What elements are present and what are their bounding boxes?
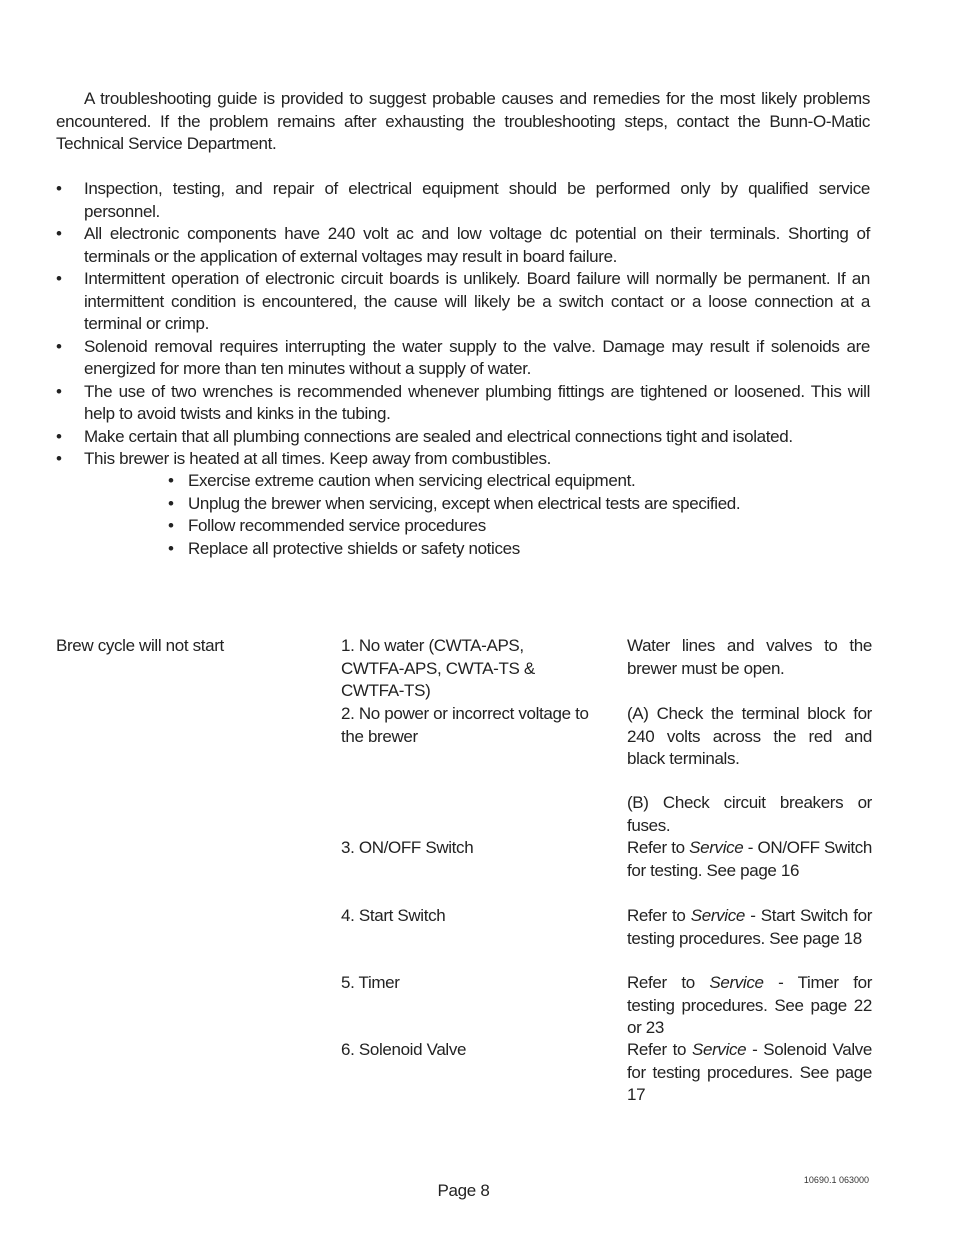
cause-cell: 4. Start Switch xyxy=(341,906,446,925)
remedy-cell xyxy=(627,905,872,950)
cause-cell: 2. No power or incorrect voltage to the brewer xyxy=(341,704,589,746)
bullet-icon: • xyxy=(168,516,174,535)
cause-cell: 1. No water (CWTA-APS, CWTFA-APS, CWTA-TS & CWTFA-TS) xyxy=(341,636,535,700)
bullet-icon: • xyxy=(56,269,62,288)
refer-text: Refer to xyxy=(627,838,685,857)
service-notes-list xyxy=(56,178,870,471)
bullet-icon: • xyxy=(56,336,62,356)
list-item xyxy=(56,223,870,268)
bullet-icon: • xyxy=(56,179,62,198)
remedy-cell: (A) Check the terminal block for 240 volts across the red and black terminals. xyxy=(627,704,872,768)
intro-paragraph: A troubleshooting guide is provided to suggest probable causes and remedies for the most likely problems encountered. If the problem remains after exhausting the troubleshooting steps, contact the Bunn-O-Matic Technical Service Department. xyxy=(56,89,870,153)
list-item xyxy=(168,493,808,516)
service-ref: Service xyxy=(690,906,745,925)
cause-cell: 3. ON/OFF Switch xyxy=(341,838,474,857)
service-ref: Service xyxy=(689,838,744,857)
remedy-text: - Timer for testing procedures. See page 22 or 23 xyxy=(627,973,873,1037)
list-item-text: This brewer is heated at all times. Keep away from combustibles. xyxy=(84,449,552,468)
page-number: Page 8 xyxy=(437,1181,490,1200)
list-item xyxy=(168,515,808,538)
remedy-cell xyxy=(627,972,872,1040)
list-item-text: Unplug the brewer when servicing, except when electrical tests are specified. xyxy=(188,493,741,513)
list-item-text: Inspection, testing, and repair of electrical equipment should be performed only by qualified service personnel. xyxy=(84,179,870,221)
list-item-text: All electronic components have 240 volt ac and low voltage dc potential on their terminals. Shorting of terminals or the application of external voltages may result in board failure. xyxy=(84,224,870,266)
remedy-cell: Water lines and valves to the brewer must be open. xyxy=(627,636,872,678)
bullet-icon: • xyxy=(56,426,62,446)
remedy-cell: (B) Check circuit breakers or fuses. xyxy=(627,793,872,835)
bullet-icon: • xyxy=(56,449,62,468)
refer-text: Refer to xyxy=(627,906,686,925)
bullet-icon: • xyxy=(56,224,62,243)
bullet-icon: • xyxy=(168,493,174,513)
list-item xyxy=(56,381,870,426)
cause-cell: 5. Timer xyxy=(341,973,400,992)
list-item-text: Follow recommended service procedures xyxy=(188,516,486,535)
bullet-icon: • xyxy=(56,381,62,401)
remedy-text: - Start Switch for testing procedures. See page 18 xyxy=(627,906,873,948)
service-ref: Service xyxy=(692,1040,747,1059)
list-item xyxy=(56,426,870,449)
refer-text: Refer to xyxy=(627,1040,687,1059)
list-item xyxy=(168,470,808,493)
list-item-text: Replace all protective shields or safety notices xyxy=(188,538,520,558)
list-item-text: Exercise extreme caution when servicing electrical equipment. xyxy=(188,471,636,490)
list-item-text: Make certain that all plumbing connections are sealed and electrical connections tight and isolated. xyxy=(84,426,793,446)
list-item-text: Intermittent operation of electronic circuit boards is unlikely. Board failure will normally be permanent. If an intermittent condition is encountered, the cause will likely be a switch contact or a loose connection at a terminal or crimp. xyxy=(84,269,870,333)
list-item-text: Solenoid removal requires interrupting the water supply to the valve. Damage may result if solenoids are energized for more than ten minutes without a supply of water. xyxy=(84,336,870,378)
list-item xyxy=(56,178,870,223)
document-code: 10690.1 063000 xyxy=(803,1175,869,1185)
remedy-text: - Solenoid Valve for testing procedures. See page 17 xyxy=(627,1040,873,1104)
cause-cell: 6. Solenoid Valve xyxy=(341,1040,467,1059)
problem-cell: Brew cycle will not start xyxy=(56,636,224,655)
list-item xyxy=(56,268,870,336)
list-item xyxy=(56,448,870,471)
list-item xyxy=(168,538,808,561)
list-item-text: The use of two wrenches is recommended whenever plumbing fittings are tightened or loosened. This will help to avoid twists and kinks in the tubing. xyxy=(84,381,870,423)
bullet-icon: • xyxy=(168,538,174,558)
caution-list xyxy=(168,470,808,560)
list-item xyxy=(56,336,870,381)
remedy-cell xyxy=(627,837,872,882)
bullet-icon: • xyxy=(168,471,174,490)
refer-text: Refer to xyxy=(627,973,695,992)
remedy-text: - ON/OFF Switch for testing. See page 16 xyxy=(627,838,873,880)
remedy-cell xyxy=(627,1039,872,1107)
service-ref: Service xyxy=(709,973,764,992)
